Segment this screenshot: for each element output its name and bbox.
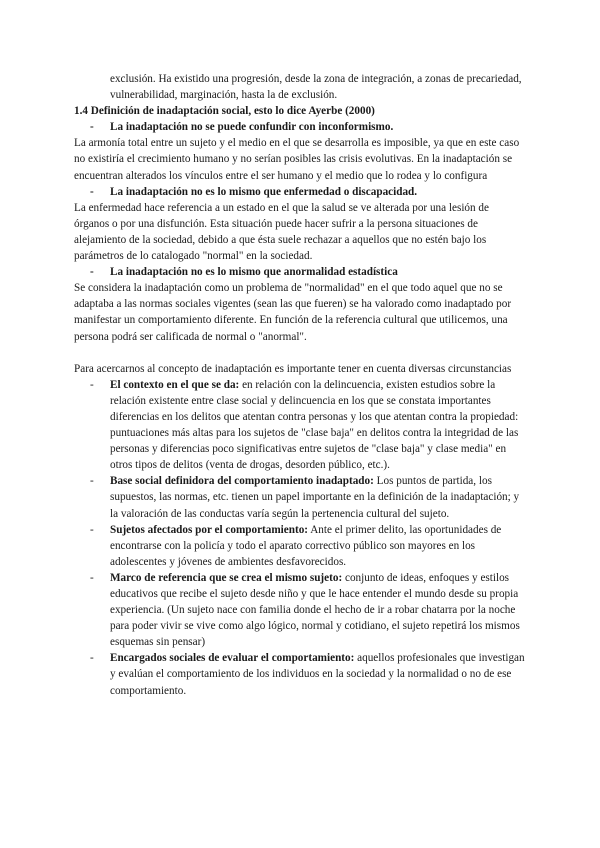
subsection-body: La enfermedad hace referencia a un estado en el que la salud se ve alterada por una lesión de órganos o por una disfunción. Esta situación puede hacer sufrir a la persona situaciones de alejamiento de la sociedad, debido a que ésta suele rechazar a aquellos que no estén bajo los parámetros de lo catalogado "normal" en la sociedad. [74,201,489,263]
item-term: Base social definidora del comportamiento inadaptado: [110,475,374,488]
list-item [74,377,526,474]
subsection-title: La inadaptación no es lo mismo que enfermedad o discapacidad. [110,185,418,198]
dash-bullet: - [90,475,94,488]
circumstances-list [74,377,526,699]
list-item [74,522,526,570]
list-item [74,570,526,650]
subsection-heading [74,264,526,280]
subsection-heading [74,184,526,200]
item-text: en relación con la delincuencia, existen estudios sobre la relación existente entre clase social y delincuencia en los que se constata importantes diferencias en los delitos que atentan contra personas y los que atentan contra la propiedad: puntuaciones más altas para los sujetos de "clase baja" en delitos contra la integridad de las personas y diferencias poco significativas entre sujetos de "clase baja" y clase media" en otros tipos de delitos (venta de drogas, desorden público, etc.). [110,378,519,472]
subsection-heading [74,119,526,135]
section-heading: 1.4 Definición de inadaptación social, esto lo dice Ayerbe (2000) [74,105,375,118]
dash-bullet: - [90,378,94,391]
dash-bullet: - [90,571,94,584]
item-term: Encargados sociales de evaluar el comportamiento: [110,652,355,665]
dash-bullet: - [90,266,94,279]
circumstances-intro: Para acercarnos al concepto de inadaptación es importante tener en cuenta diversas circunstancias [74,362,512,375]
item-text: conjunto de ideas, enfoques y estilos educativos que recibe el sujeto desde niño y que le hace entender el mundo desde su propia experiencia. (Un sujeto nace con familia donde el hecho de ir a robar chatarra por la noche para poder vivir se vive como algo lógico, normal y cotidiano, el sujeto repetirá los mismos esquemas sin pensar) [110,571,520,649]
subsection-body: Se considera la inadaptación como un problema de "normalidad" en el que todo aquel que no se adaptaba a las normas sociales vigentes (sean las que fueren) se ha valorado como inadaptado por manifestar un comportamiento diferente. En función de la referencia cultural que utilicemos, una persona podrá ser calificada de normal o "anormal". [74,282,512,343]
dash-bullet: - [90,652,94,665]
list-item [74,473,526,521]
subsection-body: La armonía total entre un sujeto y el medio en el que se desarrolla es imposible, ya que en este caso no existiría el crecimiento humano y no serían posibles las crisis evolutivas. En la inadaptación se encuentran alterados los vínculos entre el ser humano y el medio que lo rodea y lo configura [74,137,520,182]
page-content [74,71,526,699]
paragraph-gap [74,345,526,361]
item-term: Sujetos afectados por el comportamiento: [110,523,309,536]
item-text: Los puntos de partida, los supuestos, las normas, etc. tienen un papel importante en la definición de la inadaptación; y la valoración de las conductas varía según la pertenencia cultural del sujeto. [110,475,520,520]
list-item [74,650,526,698]
dash-bullet: - [90,523,94,536]
subsection-title: La inadaptación no es lo mismo que anormalidad estadística [110,266,398,279]
subsection-title: La inadaptación no se puede confundir con inconformismo. [110,121,394,134]
item-text: aquellos profesionales que investigan y evalúan el comportamiento de los individuos en la sociedad y la normalidad o no de ese comportamiento. [110,652,525,697]
dash-bullet: - [90,185,94,198]
item-term: El contexto en el que se da: [110,378,240,391]
item-term: Marco de referencia que se crea el mismo sujeto: [110,571,343,584]
item-text: Ante el primer delito, las oportunidades de encontrarse con la policía y todo el aparato correctivo público son mayores en los adolescentes y jóvenes de ambientes desfavorecidos. [110,523,502,568]
dash-bullet: - [90,121,94,134]
intro-continuation: exclusión. Ha existido una progresión, desde la zona de integración, a zonas de precariedad, vulnerabilidad, marginación, hasta la de exclusión. [110,73,522,102]
